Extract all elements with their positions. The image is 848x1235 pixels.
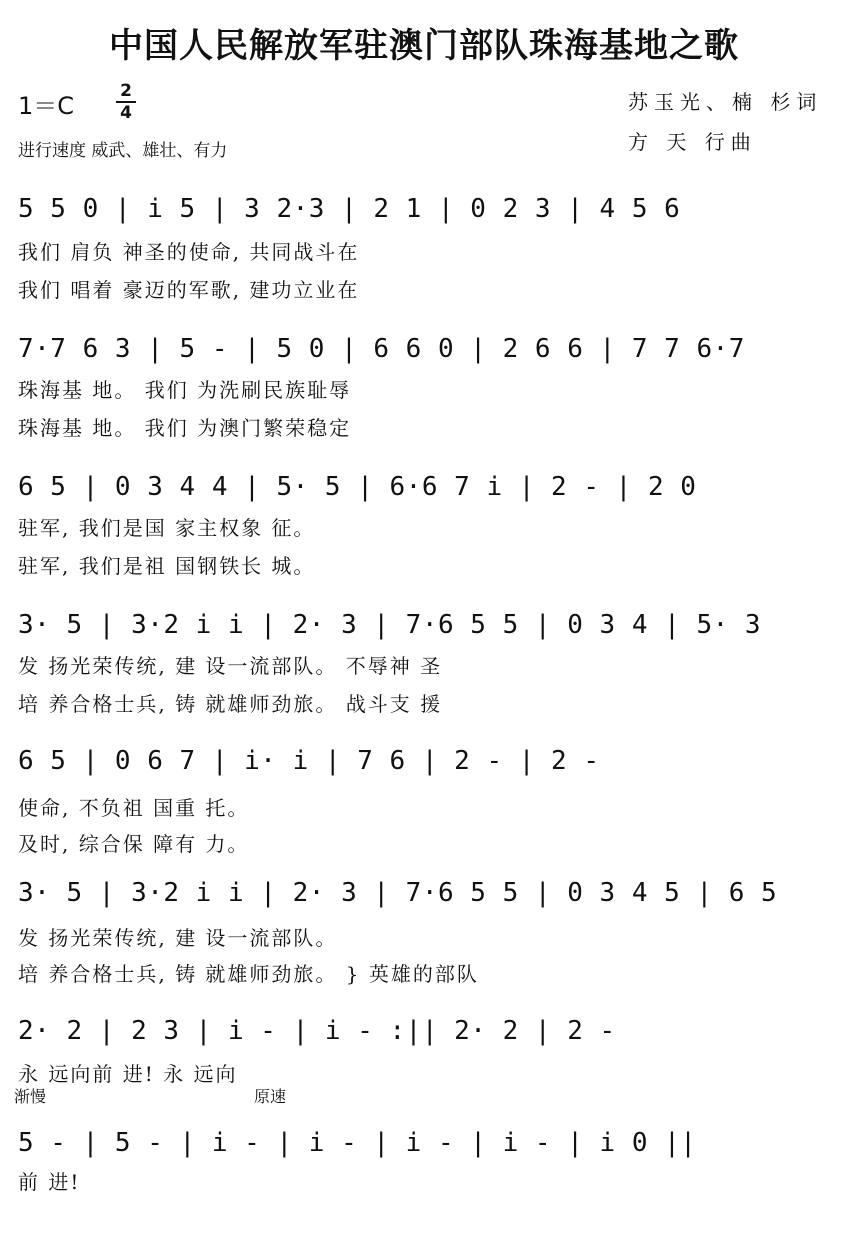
lyric-row-3-verse-2: 驻军, 我们是祖 国钢铁长 城。 bbox=[18, 554, 316, 578]
lyric-row-4-verse-2: 培 养合格士兵, 铸 就雄师劲旅。 战斗支 援 bbox=[18, 692, 443, 716]
song-title: 中国人民解放军驻澳门部队珠海基地之歌 bbox=[109, 26, 739, 66]
lyric-row-8-verse-1: 前 进! bbox=[18, 1170, 81, 1194]
lyric-row-6-verse-2: 培 养合格士兵, 铸 就雄师劲旅。 } 英雄的部队 bbox=[18, 962, 479, 986]
staff-row-3 bbox=[0, 454, 848, 514]
notation-row-5: 6 5 | 0 6 7 | i· i | 7 6 | 2 - | 2 - bbox=[18, 746, 600, 776]
lyric-row-2-verse-1: 珠海基 地。 我们 为洗刷民族耻辱 bbox=[18, 378, 352, 402]
staff-row-7 bbox=[0, 998, 848, 1058]
lyric-row-1-verse-1: 我们 肩负 神圣的使命, 共同战斗在 bbox=[18, 240, 360, 264]
staff-row-1 bbox=[0, 176, 848, 236]
staff-row-4 bbox=[0, 592, 848, 652]
notation-row-1: 5 5 0 | i 5 | 3 2·3 | 2 1 | 0 2 3 | 4 5 6 bbox=[18, 194, 681, 224]
lyric-row-3-verse-1: 驻军, 我们是国 家主权象 征。 bbox=[18, 516, 316, 540]
notation-row-4: 3· 5 | 3·2 i i | 2· 3 | 7·6 5 5 | 0 3 4 | 5· 3 bbox=[18, 610, 762, 640]
time-signature-bottom: 4 bbox=[120, 103, 132, 123]
lyric-row-5-verse-2: 及时, 综合保 障有 力。 bbox=[18, 832, 250, 856]
lyric-row-1-verse-2: 我们 唱着 豪迈的军歌, 建功立业在 bbox=[18, 278, 360, 302]
time-signature bbox=[116, 82, 136, 122]
lyric-row-6-verse-1: 发 扬光荣传统, 建 设一流部队。 bbox=[18, 926, 338, 950]
staff-row-6 bbox=[0, 860, 848, 920]
notation-row-8: 5 - | 5 - | i - | i - | i - | i - | i 0 || bbox=[18, 1128, 697, 1158]
rit-marking: 渐慢 bbox=[14, 1087, 47, 1106]
notation-row-6: 3· 5 | 3·2 i i | 2· 3 | 7·6 5 5 | 0 3 4 5 | 6 5 bbox=[18, 878, 778, 908]
staff-row-2 bbox=[0, 316, 848, 376]
lyricist-credit: 苏玉光、楠 杉词 bbox=[628, 90, 823, 114]
lyric-row-7-verse-1: 永 远向前 进! 永 远向 bbox=[18, 1062, 238, 1086]
lyric-row-2-verse-2: 珠海基 地。 我们 为澳门繁荣稳定 bbox=[18, 416, 352, 440]
staff-row-5 bbox=[0, 728, 848, 788]
notation-row-3: 6 5 | 0 3 4 4 | 5· 5 | 6·6 7 i | 2 - | 2 0 bbox=[18, 472, 697, 502]
notation-row-7: 2· 2 | 2 3 | i - | i - :|| 2· 2 | 2 - bbox=[18, 1016, 616, 1046]
key-signature: 1＝C bbox=[18, 92, 75, 120]
lyric-row-4-verse-1: 发 扬光荣传统, 建 设一流部队。 不辱神 圣 bbox=[18, 654, 443, 678]
a-tempo-marking: 原速 bbox=[254, 1087, 287, 1106]
composer-credit: 方 天 行曲 bbox=[628, 130, 757, 154]
staff-row-8 bbox=[0, 1110, 848, 1170]
tempo-marking: 进行速度 威武、雄壮、有力 bbox=[18, 141, 228, 161]
lyric-row-5-verse-1: 使命, 不负祖 国重 托。 bbox=[18, 796, 250, 820]
notation-row-2: 7·7 6 3 | 5 - | 5 0 | 6 6 0 | 2 6 6 | 7 7 6·7 bbox=[18, 334, 745, 364]
time-signature-top: 2 bbox=[120, 81, 132, 101]
